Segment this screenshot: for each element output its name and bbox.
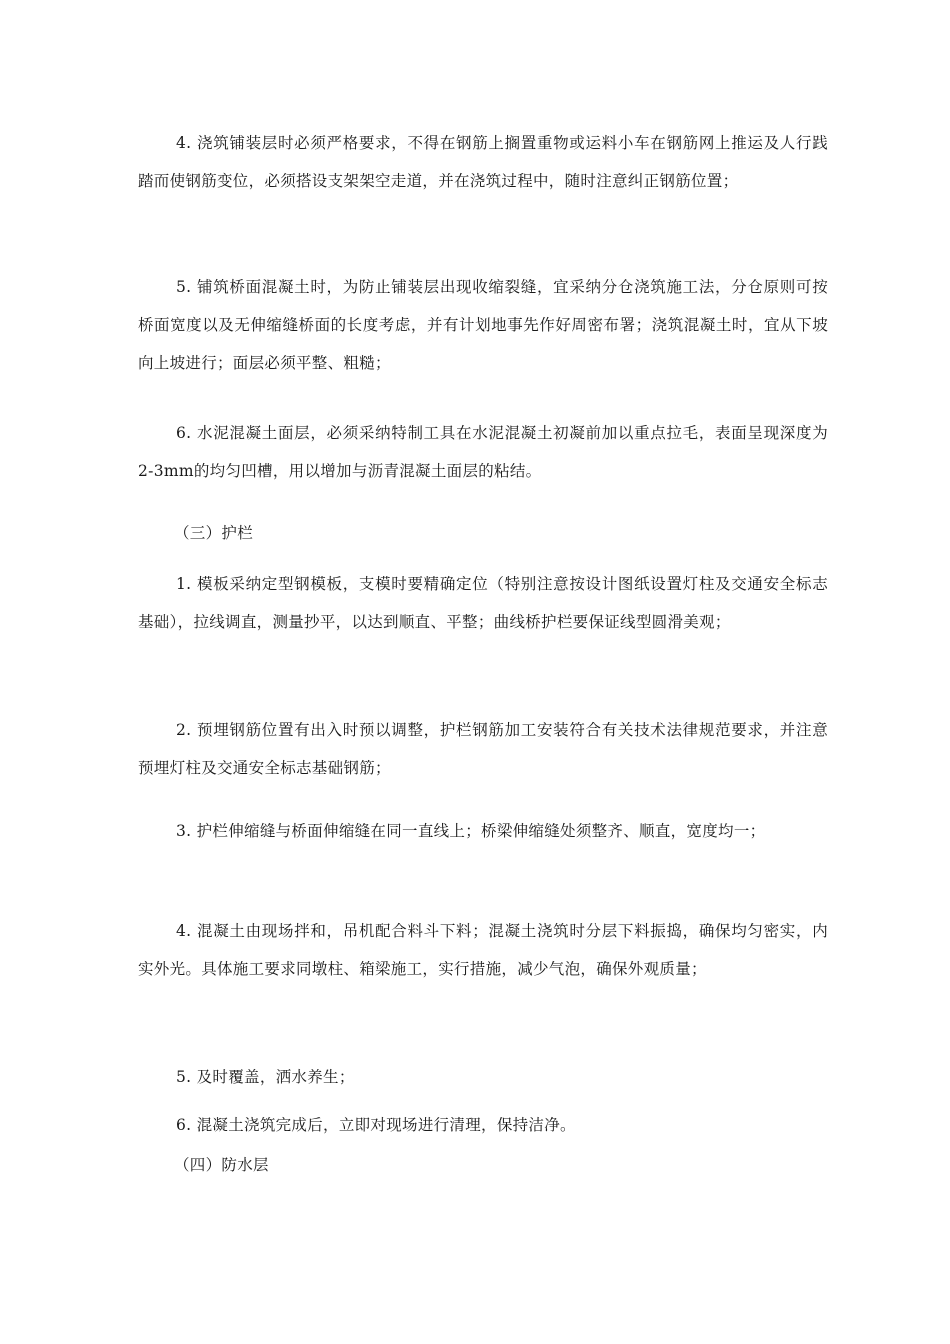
paragraph-guardrail-item-1: 1. 模板采纳定型钢模板，支模时要精确定位（特别注意按设计图纸设置灯柱及交通安全标志基础），拉线调直，测量抄平，以达到顺直、平整；曲线桥护栏要保证线型圆滑美观； [138,575,828,631]
paragraph-guardrail-item-5: 5. 及时覆盖，洒水养生； [176,1068,355,1086]
paragraph-guardrail-item-2: 2. 预埋钢筋位置有出入时预以调整，护栏钢筋加工安装符合有关技术法律规范要求，并注意预埋灯柱及交通安全标志基础钢筋； [138,721,828,777]
paragraph-guardrail-item-6: 6. 混凝土浇筑完成后，立即对现场进行清理，保持洁净。 [176,1116,576,1134]
section-heading-guardrail: （三）护栏 [174,524,254,542]
section-heading-waterproof-layer: （四）防水层 [174,1156,269,1174]
paragraph-guardrail-item-4: 4. 混凝土由现场拌和，吊机配合料斗下料；混凝土浇筑时分层下料振捣，确保均匀密实，内实外光。具体施工要求同墩柱、箱梁施工，实行措施，减少气泡，确保外观质量； [138,922,828,978]
paragraph-item-5-bridge-deck: 5. 铺筑桥面混凝土时，为防止铺装层出现收缩裂缝，宜采纳分仓浇筑施工法，分仓原则可按桥面宽度以及无伸缩缝桥面的长度考虑，并有计划地事先作好周密布署；浇筑混凝土时，宜从下坡向上坡进行；面层必须平整、粗糙； [138,278,828,372]
paragraph-item-6-cement-surface: 6. 水泥混凝土面层，必须采纳特制工具在水泥混凝土初凝前加以重点拉毛，表面呈现深度为2-3mm的均匀凹槽，用以增加与沥青混凝土面层的粘结。 [138,424,828,480]
paragraph-item-4-paving: 4. 浇筑铺装层时必须严格要求，不得在钢筋上搁置重物或运料小车在钢筋网上推运及人行践踏而使钢筋变位，必须搭设支架架空走道，并在浇筑过程中，随时注意纠正钢筋位置； [138,134,828,190]
paragraph-guardrail-item-3: 3. 护栏伸缩缝与桥面伸缩缝在同一直线上；桥梁伸缩缝处须整齐、顺直，宽度均一； [176,822,766,840]
